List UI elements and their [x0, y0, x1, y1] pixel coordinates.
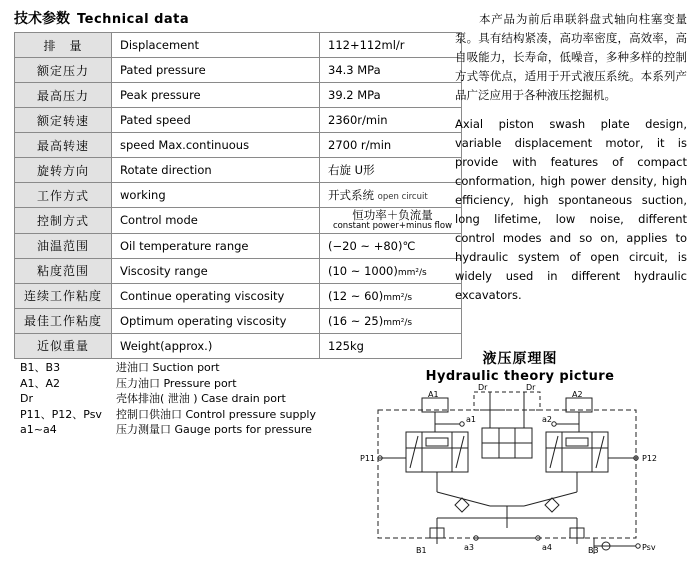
technical-data-table — [14, 32, 462, 359]
technical-data-section — [14, 8, 453, 359]
legend-text: 控制口供油口 Control pressure supply — [116, 407, 316, 421]
hydraulic-schematic — [350, 383, 690, 563]
diagram-title-en: Hydraulic theory picture — [425, 369, 615, 384]
label-a1-tap: a1 — [466, 415, 476, 424]
port-legend — [20, 360, 350, 438]
label-a2-tap: a2 — [542, 415, 552, 424]
row-label-cn: 额定压力 — [15, 58, 112, 83]
table-row — [15, 108, 462, 133]
row-value — [320, 183, 462, 208]
legend-code: P11、P12、Psv — [20, 407, 102, 421]
row-label-en: working — [112, 183, 320, 208]
table-row — [15, 33, 462, 58]
row-label-cn: 最高转速 — [15, 133, 112, 158]
label-dr-right: Dr — [526, 383, 536, 392]
list-item — [20, 360, 350, 376]
row-label-en: Pated speed — [112, 108, 320, 133]
row-value-main: 开式系统 — [328, 188, 374, 202]
row-value: (−20 ~ +80)℃ — [320, 233, 462, 258]
section-title-en: Technical data — [77, 12, 190, 27]
row-label-en: Displacement — [112, 33, 320, 58]
row-label-cn: 油温范围 — [15, 233, 112, 258]
table-row — [15, 133, 462, 158]
row-value: 34.3 MPa — [320, 58, 462, 83]
label-a2-top: A2 — [572, 390, 583, 399]
row-label-cn: 连续工作粘度 — [15, 283, 112, 308]
row-label-en: Optimum operating viscosity — [112, 308, 320, 333]
label-b3: B3 — [588, 546, 599, 555]
row-value-unit: mm²/s — [397, 267, 427, 278]
list-item — [20, 422, 350, 438]
row-label-en: Rotate direction — [112, 158, 320, 183]
label-a3: a3 — [464, 543, 474, 552]
row-label-cn: 控制方式 — [15, 208, 112, 234]
row-value-note: constant power+minus flow — [332, 221, 453, 232]
legend-code: B1、B3 — [20, 361, 61, 374]
row-label-cn: 最佳工作粘度 — [15, 308, 112, 333]
label-a4: a4 — [542, 543, 552, 552]
row-value — [320, 283, 462, 308]
product-description — [455, 10, 687, 315]
label-p11: P11 — [360, 454, 376, 463]
table-row — [15, 58, 462, 83]
row-value-unit: mm²/s — [383, 292, 413, 303]
row-label-cn: 排 量 — [15, 33, 112, 58]
row-label-en: Peak pressure — [112, 83, 320, 108]
row-value-main: (12 ~ 60) — [328, 288, 384, 303]
hydraulic-theory-figure — [350, 348, 690, 563]
description-en: Axial piston swash plate design, variable displacement motor, it is provide with features of compact conformation, high power density, high efficiency, high spontaneous suction, long lifetime, low noise, different control modes and so on, applies to hydraulic system of open circuit, is widely used in different hydraulic excavators. — [455, 117, 687, 302]
row-value-note: open circuit — [377, 192, 428, 202]
label-psv: Psv — [642, 543, 656, 552]
legend-code: Dr — [20, 392, 33, 405]
row-label-en: speed Max.continuous — [112, 133, 320, 158]
table-row — [15, 83, 462, 108]
row-value: 39.2 MPa — [320, 83, 462, 108]
table-row — [15, 183, 462, 208]
row-label-en: Weight(approx.) — [112, 333, 320, 358]
legend-text: 进油口 Suction port — [116, 361, 220, 374]
table-row — [15, 208, 462, 234]
label-a1-top: A1 — [428, 390, 439, 399]
row-value-main: (10 ~ 1000) — [328, 263, 398, 278]
row-label-en: Viscosity range — [112, 258, 320, 283]
diagram-title — [350, 348, 690, 384]
table-row — [15, 283, 462, 308]
row-label-en: Continue operating viscosity — [112, 283, 320, 308]
label-p12: P12 — [642, 454, 658, 463]
list-item — [20, 376, 350, 392]
label-dr-left: Dr — [478, 383, 488, 392]
table-row — [15, 308, 462, 333]
row-value: 125kg — [320, 333, 462, 358]
legend-text: 压力油口 Pressure port — [116, 376, 237, 390]
row-value: 2700 r/min — [320, 133, 462, 158]
row-value — [320, 308, 462, 333]
row-value-main: 恒功率＋负流量 — [352, 208, 433, 222]
list-item — [20, 407, 350, 423]
row-label-cn: 最高压力 — [15, 83, 112, 108]
legend-code: a1~a4 — [20, 423, 57, 436]
row-label-cn: 工作方式 — [15, 183, 112, 208]
row-value — [320, 208, 462, 234]
row-label-en: Oil temperature range — [112, 233, 320, 258]
section-title-cn: 技术参数 — [14, 11, 70, 27]
row-value: 2360r/min — [320, 108, 462, 133]
label-b1: B1 — [416, 546, 427, 555]
table-row — [15, 258, 462, 283]
diagram-title-cn: 液压原理图 — [482, 351, 558, 367]
table-row — [15, 158, 462, 183]
table-row — [15, 233, 462, 258]
row-label-en: Pated pressure — [112, 58, 320, 83]
row-value — [320, 258, 462, 283]
row-label-cn: 旋转方向 — [15, 158, 112, 183]
description-cn: 本产品为前后串联斜盘式轴向柱塞变量泵。具有结构紧凑，高功率密度，高效率，高自吸能力，长寿命，低噪音，多种多样的控制方式等优点，适用于开式液压系统。本系列产品广泛应用于各种液压挖掘机。 — [455, 12, 687, 102]
legend-code: A1、A2 — [20, 376, 61, 390]
row-value: 右旋 U形 — [320, 158, 462, 183]
row-value-main: (16 ~ 25) — [328, 313, 384, 328]
row-label-cn: 粘度范围 — [15, 258, 112, 283]
row-value-unit: mm²/s — [383, 317, 413, 328]
row-label-en: Control mode — [112, 208, 320, 234]
legend-text: 壳体排油( 泄油 ) Case drain port — [116, 392, 286, 405]
row-label-cn: 额定转速 — [15, 108, 112, 133]
row-value: 112+112ml/r — [320, 33, 462, 58]
legend-text: 压力测量口 Gauge ports for pressure — [116, 423, 312, 436]
row-label-cn: 近似重量 — [15, 333, 112, 358]
section-title — [14, 8, 444, 28]
list-item — [20, 391, 350, 407]
